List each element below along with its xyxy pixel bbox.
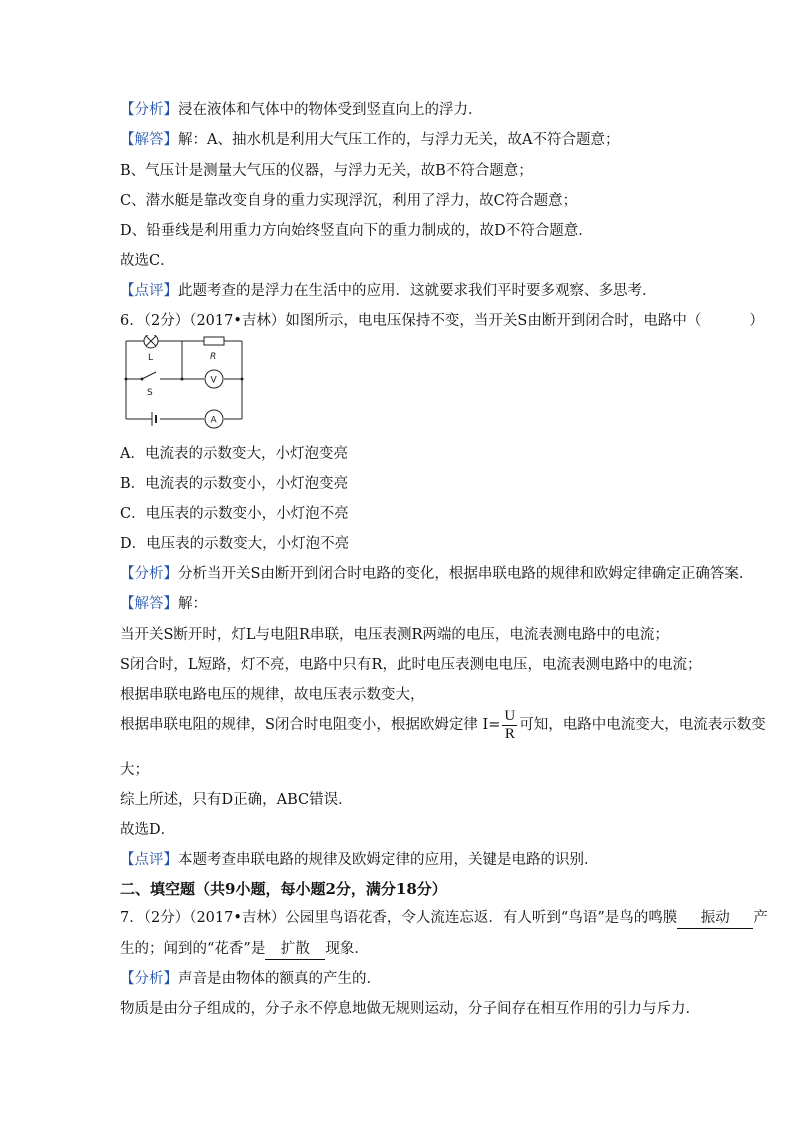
- section-heading: 二、填空题（共9小题，每小题2分，满分18分）: [120, 880, 447, 898]
- circuit-diagram: [120, 335, 250, 435]
- q6-choice: 故选D．: [120, 822, 176, 838]
- q6-answer: 【解答】解：: [120, 596, 207, 612]
- answer-tag: 【解答】: [120, 596, 178, 612]
- comment-tag: 【点评】: [120, 852, 178, 868]
- q5-answer-c: C、潜水艇是靠改变自身的重力实现浮沉，利用了浮力，故C符合题意；: [120, 193, 578, 209]
- lamp-label: L: [148, 353, 154, 363]
- switch-label: S: [147, 388, 153, 398]
- q7-stem: 7．（2分）（2017•吉林）公园里鸟语花香，令人流连忘返．有人听到“鸟语”是鸟的鸣膜 振动 产: [120, 908, 768, 929]
- q6-option-a: A．电流表的示数变大，小灯泡变亮: [120, 446, 348, 462]
- q5-answer-d: D、铅垂线是利用重力方向始终竖直向下的重力制成的，故D不符合题意．: [120, 223, 593, 239]
- answer-blank: 振动: [677, 908, 753, 929]
- answer-blank: 扩散: [265, 939, 325, 960]
- q6-solution-3: 根据串联电路电压的规律，故电压表示数变大，: [120, 687, 425, 703]
- junction-dot: [181, 378, 184, 381]
- q7-analysis: 【分析】声音是由物体的额真的产生的．: [120, 971, 381, 987]
- q5-answer-b: B、气压计是测量大气压的仪器，与浮力无关，故B不符合题意；: [120, 163, 533, 179]
- analysis-tag: 【分析】: [120, 971, 178, 987]
- junction-dot: [241, 378, 244, 381]
- q7-stem-line2: 生的；闻到的“花香”是 扩散 现象．: [120, 939, 369, 960]
- switch-pivot: [141, 378, 144, 381]
- resistor-label: R: [210, 352, 217, 362]
- q6-option-d: D．电压表的示数变大，小灯泡不亮: [120, 536, 350, 552]
- q5-choice: 故选C．: [120, 253, 175, 269]
- q6-option-c: C．电压表的示数变小，小灯泡不亮: [120, 506, 349, 522]
- junction-dot: [125, 378, 128, 381]
- q5-comment: 【点评】此题考查的是浮力在生活中的应用．这就要求我们平时要多观察、多思考．: [120, 283, 657, 299]
- q6-solution-2: S闭合时，L短路，灯不亮，电路中只有R，此时电压表测电电压，电流表测电路中的电流；: [120, 657, 702, 673]
- q5-answer: 【解答】解：A、抽水机是利用大气压工作的，与浮力无关，故A不符合题意；: [120, 132, 620, 148]
- q6-comment: 【点评】本题考查串联电路的规律及欧姆定律的应用，关键是电路的识别．: [120, 852, 599, 868]
- comment-tag: 【点评】: [120, 283, 178, 299]
- analysis-tag: 【分析】: [120, 566, 178, 582]
- q6-solution-5: 综上所述，只有D正确，ABC错误．: [120, 792, 353, 808]
- ohm-fraction: $\frac{U}{R}$: [504, 707, 516, 742]
- analysis-tag: 【分析】: [120, 102, 178, 118]
- q6-solution-4-cont: 大；: [120, 762, 149, 778]
- answer-tag: 【解答】: [120, 132, 178, 148]
- q5-analysis: 【分析】浸在液体和气体中的物体受到竖直向上的浮力．: [120, 102, 483, 118]
- q6-analysis: 【分析】分析当开关S由断开到闭合时电路的变化，根据串联电路的规律和欧姆定律确定正确答案．: [120, 566, 754, 582]
- q6-stem: 6．（2分）（2017•吉林）如图所示，电电压保持不变，当开关S由断开到闭合时，电路中（ ）: [120, 313, 764, 329]
- ammeter-label: A: [210, 415, 217, 426]
- q7-analysis-2: 物质是由分子组成的，分子永不停息地做无规则运动，分子间存在相互作用的引力与斥力．: [120, 1001, 700, 1017]
- q6-solution-4: 根据串联电阻的规律，S闭合时电阻变小，根据欧姆定律 I= $\frac{U}{R}$ 可知，电路中电流变大，电流表示数变: [120, 707, 766, 742]
- q6-solution-1: 当开关S断开时，灯L与电阻R串联，电压表测R两端的电压，电流表测电路中的电流；: [120, 627, 669, 643]
- q6-option-b: B．电流表的示数变小，小灯泡变亮: [120, 476, 349, 492]
- voltmeter-label: V: [210, 375, 217, 386]
